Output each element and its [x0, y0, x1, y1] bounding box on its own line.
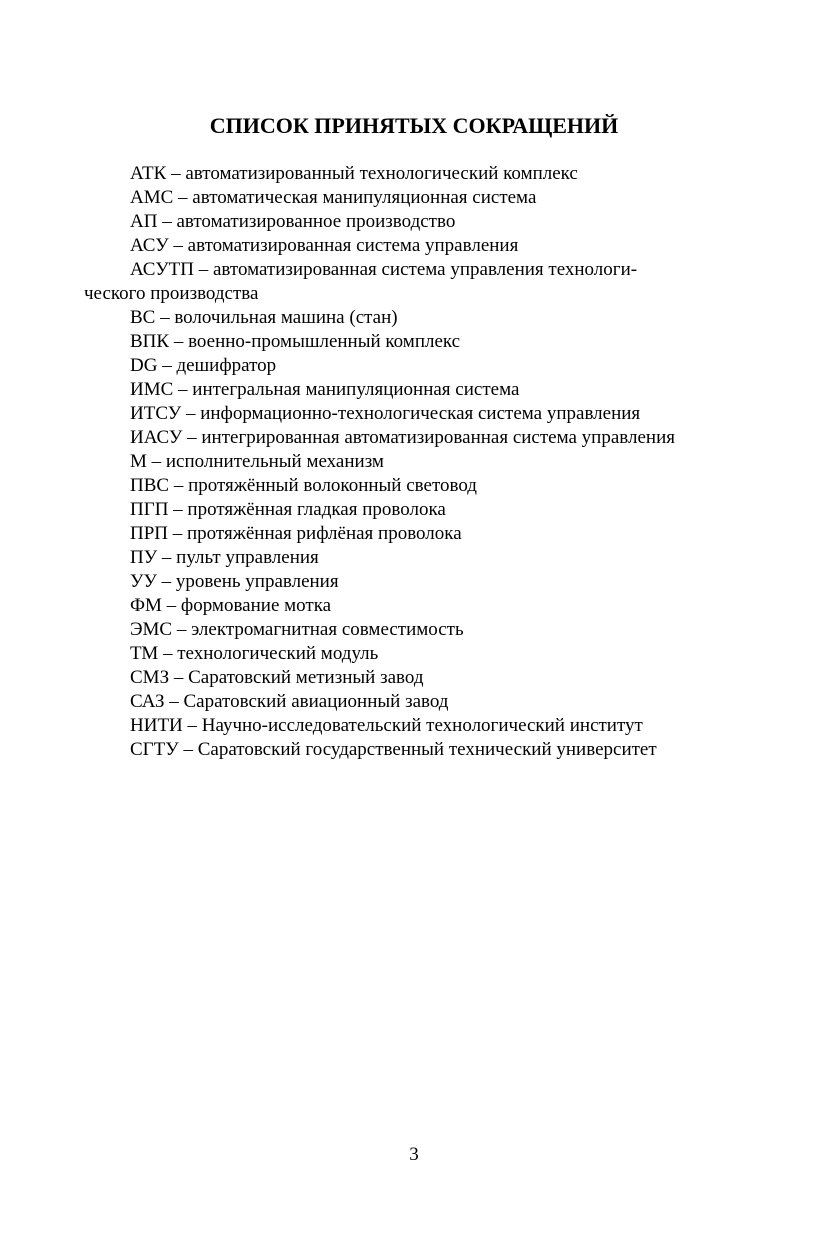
list-item: ИАСУ – интегрированная автоматизированная система управления	[130, 427, 675, 448]
abbreviation-list	[84, 162, 746, 762]
list-item: УУ – уровень управления	[130, 571, 339, 592]
list-item-multiline	[84, 258, 746, 306]
list-item: ПВС – протяжённый волоконный световод	[130, 475, 477, 496]
list-item: ПГП – протяжённая гладкая проволока	[130, 499, 446, 520]
list-item: ПРП – протяжённая рифлёная проволока	[130, 523, 462, 544]
list-item-line: АСУТП – автоматизированная система управления технологи-	[130, 259, 638, 280]
list-item: ВПК – военно-промышленный комплекс	[130, 331, 461, 352]
list-item: СГТУ – Саратовский государственный технический университет	[130, 739, 657, 760]
list-item-line: ческого производства	[84, 283, 259, 304]
page-number: 3	[409, 1144, 419, 1165]
list-item: АСУ – автоматизированная система управления	[130, 235, 519, 256]
list-item: АМС – автоматическая манипуляционная система	[130, 187, 537, 208]
list-item: ЭМС – электромагнитная совместимость	[130, 619, 464, 640]
list-item: ТМ – технологический модуль	[130, 643, 379, 664]
list-item: ИТСУ – информационно-технологическая система управления	[130, 403, 641, 424]
list-item: АТК – автоматизированный технологический комплекс	[130, 163, 578, 184]
list-item: СМЗ – Саратовский метизный завод	[130, 667, 424, 688]
list-item: ИМС – интегральная манипуляционная система	[130, 379, 520, 400]
list-item: АП – автоматизированное производство	[130, 211, 456, 232]
list-item: ФМ – формование мотка	[130, 595, 332, 616]
list-item: ВС – волочильная машина (стан)	[130, 307, 398, 328]
list-item: НИТИ – Научно-исследовательский технологический институт	[130, 715, 643, 736]
list-item: САЗ – Саратовский авиационный завод	[130, 691, 449, 712]
page-title: СПИСОК ПРИНЯТЫХ СОКРАЩЕНИЙ	[209, 113, 619, 138]
list-item: М – исполнительный механизм	[130, 451, 384, 472]
list-item: DG – дешифратор	[130, 355, 277, 376]
list-item: ПУ – пульт управления	[130, 547, 319, 568]
